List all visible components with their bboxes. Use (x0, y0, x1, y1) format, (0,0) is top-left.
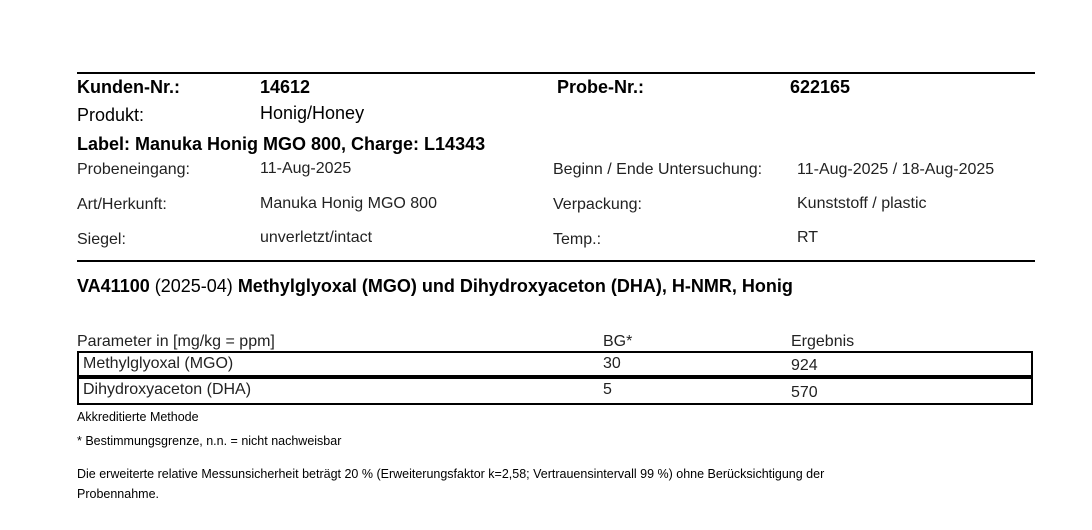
row-result: 924 (791, 357, 818, 374)
seal-value: unverletzt/intact (260, 229, 373, 246)
temperature-label: Temp.: (553, 231, 602, 248)
top-divider (77, 72, 1035, 74)
receipt-value: 11-Aug-2025 (260, 160, 352, 177)
sample-number-value: 622165 (790, 77, 851, 97)
exam-period-value: 11-Aug-2025 / 18-Aug-2025 (797, 161, 995, 178)
packaging-value: Kunststoff / plastic (797, 195, 927, 212)
uncertainty-note-line2: Probennahme. (77, 487, 160, 501)
seal-label: Siegel: (77, 231, 126, 248)
customer-number-label: Kunden-Nr.: (77, 77, 180, 97)
footnote: * Bestimmungsgrenze, n.n. = nicht nachweisbar (77, 434, 342, 448)
table-header-bg: BG* (603, 333, 633, 350)
section-divider (77, 260, 1035, 262)
method-title: Methylglyoxal (MGO) und Dihydroxyaceton (DHA), H-NMR, Honig (237, 276, 793, 296)
method-version: (2025-04) (154, 276, 233, 296)
uncertainty-note-line1: Die erweiterte relative Messunsicherheit beträgt 20 % (Erweiterungsfaktor k=2,58; Vertrauensintervall 99 %) ohne Berücksichtigung der (77, 467, 825, 481)
row-bg: 30 (603, 355, 621, 372)
label-line: Label: Manuka Honig MGO 800, Charge: L14343 (77, 134, 486, 154)
product-value: Honig/Honey (260, 103, 365, 123)
row-result: 570 (791, 384, 818, 401)
table-header-result: Ergebnis (791, 333, 855, 350)
method-heading (77, 276, 793, 297)
customer-number-value: 14612 (260, 77, 311, 97)
origin-value: Manuka Honig MGO 800 (260, 195, 437, 212)
accredited-note: Akkreditierte Methode (77, 410, 199, 424)
sample-number-label: Probe-Nr.: (557, 77, 645, 97)
row-parameter: Dihydroxyaceton (DHA) (83, 381, 252, 398)
row-parameter: Methylglyoxal (MGO) (83, 355, 234, 372)
origin-label: Art/Herkunft: (77, 196, 167, 213)
exam-period-label: Beginn / Ende Untersuchung: (553, 161, 763, 178)
temperature-value: RT (797, 229, 819, 246)
table-row (77, 377, 1033, 405)
row-bg: 5 (603, 381, 612, 398)
table-header-parameter: Parameter in [mg/kg = ppm] (77, 333, 275, 350)
method-code: VA41100 (77, 276, 150, 296)
table-row (77, 351, 1033, 377)
packaging-label: Verpackung: (553, 196, 642, 213)
receipt-label: Probeneingang: (77, 161, 190, 178)
product-label: Produkt: (77, 105, 145, 125)
